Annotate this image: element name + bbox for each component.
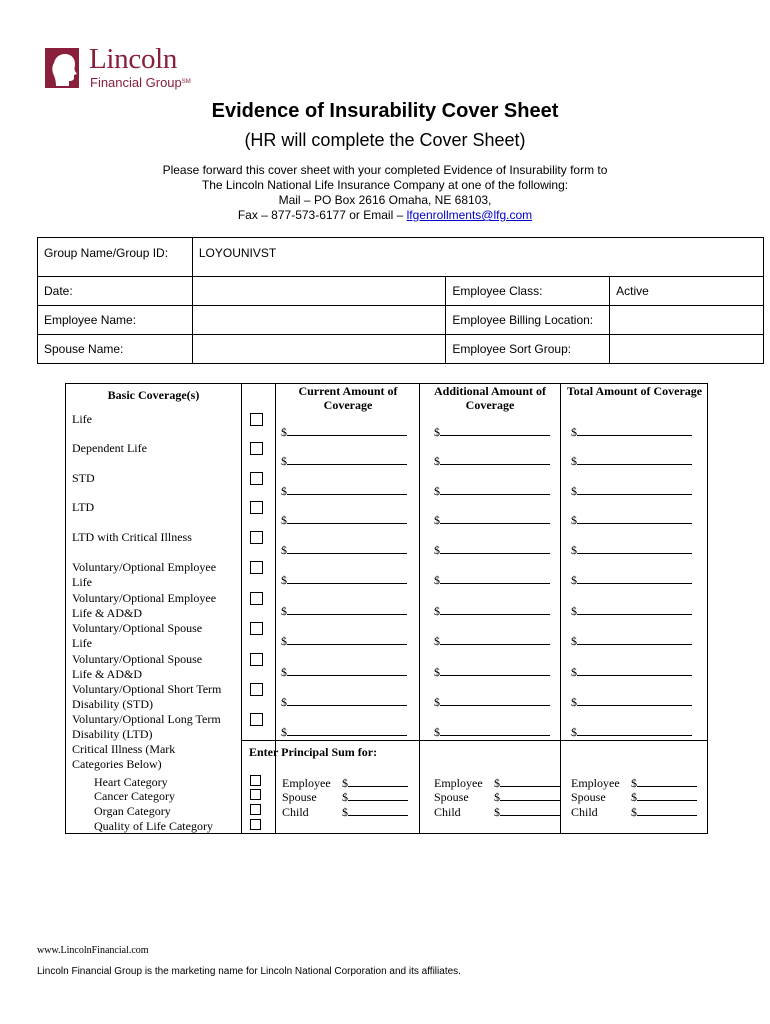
email-link[interactable]: lfgenrollments@lfg.com	[406, 208, 533, 222]
service-mark: SM	[181, 79, 191, 85]
billing-location-field[interactable]	[610, 306, 764, 335]
footer-note: Lincoln Financial Group is the marketing name for Lincoln National Corporation and its affiliates.	[37, 966, 461, 977]
spouse-name-field[interactable]	[192, 335, 446, 364]
vol-employee-life-add-label-2: Life & AD&D	[72, 606, 142, 620]
quality-of-life-category-checkbox[interactable]	[250, 819, 261, 830]
heart-category-checkbox[interactable]	[250, 775, 261, 786]
current-employee-principal[interactable]: Employee $	[282, 775, 408, 791]
additional-employee-principal[interactable]: Employee $	[434, 775, 560, 791]
vol-employee-life-add-current-amount[interactable]: $	[281, 603, 407, 618]
vol-std-total-amount[interactable]: $	[571, 694, 692, 709]
additional-spouse-principal[interactable]: Spouse $	[434, 789, 560, 805]
dependent-life-label-1: Dependent Life	[72, 441, 147, 455]
total-spouse-principal[interactable]: Spouse $	[571, 789, 697, 805]
vol-std-checkbox[interactable]	[250, 683, 263, 696]
ltd-current-amount[interactable]: $	[281, 512, 407, 527]
ltd-additional-amount[interactable]: $	[434, 512, 550, 527]
vol-employee-life-checkbox[interactable]	[250, 561, 263, 574]
vol-spouse-life-current-amount[interactable]: $	[281, 633, 407, 648]
employee-name-label: Employee Name:	[38, 306, 193, 335]
vol-spouse-life-add-label-2: Life & AD&D	[72, 667, 142, 681]
dependent-life-total-amount[interactable]: $	[571, 453, 692, 468]
vol-ltd-additional-amount[interactable]: $	[434, 724, 550, 739]
ltd-critical-illness-current-amount[interactable]: $	[281, 542, 407, 557]
ltd-critical-illness-checkbox[interactable]	[250, 531, 263, 544]
std-additional-amount[interactable]: $	[434, 483, 550, 498]
instructions-line-4: Fax – 877-573-6177 or Email – lfgenrollments@lfg.com	[237, 208, 533, 222]
std-checkbox[interactable]	[250, 472, 263, 485]
vol-employee-life-label-1: Voluntary/Optional Employee	[72, 560, 217, 574]
ltd-critical-illness-total-amount[interactable]: $	[571, 542, 692, 557]
ltd-critical-illness-additional-amount[interactable]: $	[434, 542, 550, 557]
critical-illness-label-2: Categories Below)	[72, 757, 162, 771]
ltd-total-amount[interactable]: $	[571, 512, 692, 527]
std-label-1: STD	[72, 471, 95, 485]
total-employee-principal[interactable]: Employee $	[571, 775, 697, 791]
std-total-amount[interactable]: $	[571, 483, 692, 498]
vol-std-additional-amount[interactable]: $	[434, 694, 550, 709]
website-url: www.LincolnFinancial.com	[37, 945, 149, 956]
instructions	[0, 163, 770, 223]
header-current-amount: Current Amount of Coverage	[298, 384, 398, 412]
principal-sum-label: Enter Principal Sum for:	[249, 745, 378, 759]
group-id-field[interactable]: LOYOUNIVST	[192, 238, 763, 277]
sort-group-label: Employee Sort Group:	[446, 335, 610, 364]
additional-child-principal[interactable]: Child $	[434, 804, 560, 820]
organ-category-label: Organ Category	[94, 804, 171, 818]
vol-spouse-life-additional-amount[interactable]: $	[434, 633, 550, 648]
logo-name: Lincoln	[89, 43, 178, 75]
lincoln-logo	[42, 44, 242, 94]
total-child-principal[interactable]: Child $	[571, 804, 697, 820]
vol-ltd-current-amount[interactable]: $	[281, 724, 407, 739]
vol-spouse-life-add-additional-amount[interactable]: $	[434, 664, 550, 679]
employee-class-label: Employee Class:	[446, 277, 610, 306]
vol-employee-life-add-total-amount[interactable]: $	[571, 603, 692, 618]
spouse-name-label: Spouse Name:	[38, 335, 193, 364]
header-additional-amount: Additional Amount of Coverage	[433, 384, 547, 412]
vol-employee-life-current-amount[interactable]: $	[281, 572, 407, 587]
organ-category-checkbox[interactable]	[250, 804, 261, 815]
lincoln-profile-icon	[42, 46, 82, 90]
dependent-life-checkbox[interactable]	[250, 442, 263, 455]
life-total-amount[interactable]: $	[571, 424, 692, 439]
vol-spouse-life-add-current-amount[interactable]: $	[281, 664, 407, 679]
ltd-checkbox[interactable]	[250, 501, 263, 514]
page-subtitle: (HR will complete the Cover Sheet)	[244, 130, 526, 150]
vol-spouse-life-total-amount[interactable]: $	[571, 633, 692, 648]
cancer-category-checkbox[interactable]	[250, 789, 261, 800]
vol-employee-life-add-label-1: Voluntary/Optional Employee	[72, 591, 217, 605]
vol-ltd-checkbox[interactable]	[250, 713, 263, 726]
quality-of-life-category-label: Quality of Life Category	[94, 819, 213, 833]
life-additional-amount[interactable]: $	[434, 424, 550, 439]
logo-subtitle: Financial Group℠	[90, 75, 191, 90]
dependent-life-additional-amount[interactable]: $	[434, 453, 550, 468]
group-id-label: Group Name/Group ID:	[38, 238, 193, 277]
page-title: Evidence of Insurability Cover Sheet	[211, 100, 559, 122]
vol-spouse-life-add-checkbox[interactable]	[250, 653, 263, 666]
vol-spouse-life-add-label-1: Voluntary/Optional Spouse	[72, 652, 203, 666]
vol-ltd-label-1: Voluntary/Optional Long Term	[72, 712, 221, 726]
vol-spouse-life-label-2: Life	[72, 636, 92, 650]
critical-illness-label-1: Critical Illness (Mark	[72, 742, 176, 756]
life-label-1: Life	[72, 412, 92, 426]
vol-employee-life-add-additional-amount[interactable]: $	[434, 603, 550, 618]
date-label: Date:	[38, 277, 193, 306]
vol-ltd-total-amount[interactable]: $	[571, 724, 692, 739]
vol-employee-life-label-2: Life	[72, 575, 92, 589]
instructions-line-3: Mail – PO Box 2616 Omaha, NE 68103,	[278, 193, 492, 207]
dependent-life-current-amount[interactable]: $	[281, 453, 407, 468]
header-basic-coverage: Basic Coverage(s)	[107, 388, 200, 402]
vol-ltd-label-2: Disability (LTD)	[72, 727, 153, 741]
life-current-amount[interactable]: $	[281, 424, 407, 439]
current-child-principal[interactable]: Child $	[282, 804, 408, 820]
vol-employee-life-add-checkbox[interactable]	[250, 592, 263, 605]
header-total-amount: Total Amount of Coverage	[566, 384, 703, 398]
employee-name-field[interactable]	[192, 306, 446, 335]
vol-employee-life-total-amount[interactable]: $	[571, 572, 692, 587]
vol-std-label-2: Disability (STD)	[72, 697, 153, 711]
coverage-table	[65, 383, 708, 834]
instructions-line-2: The Lincoln National Life Insurance Company at one of the following:	[201, 178, 569, 192]
vol-std-label-1: Voluntary/Optional Short Term	[72, 682, 222, 696]
date-field[interactable]	[192, 277, 446, 306]
sort-group-field[interactable]	[610, 335, 764, 364]
heart-category-label: Heart Category	[94, 775, 168, 789]
vol-spouse-life-label-1: Voluntary/Optional Spouse	[72, 621, 203, 635]
cancer-category-label: Cancer Category	[94, 789, 175, 803]
vol-employee-life-additional-amount[interactable]: $	[434, 572, 550, 587]
life-checkbox[interactable]	[250, 413, 263, 426]
billing-location-label: Employee Billing Location:	[446, 306, 610, 335]
ltd-critical-illness-label-1: LTD with Critical Illness	[72, 530, 192, 544]
vol-spouse-life-checkbox[interactable]	[250, 622, 263, 635]
vol-std-current-amount[interactable]: $	[281, 694, 407, 709]
ltd-label-1: LTD	[72, 500, 95, 514]
instructions-line-1: Please forward this cover sheet with your completed Evidence of Insurability form to	[162, 163, 608, 177]
employee-class-field[interactable]: Active	[610, 277, 764, 306]
vol-spouse-life-add-total-amount[interactable]: $	[571, 664, 692, 679]
current-spouse-principal[interactable]: Spouse $	[282, 789, 408, 805]
employee-info-table	[37, 237, 764, 364]
std-current-amount[interactable]: $	[281, 483, 407, 498]
